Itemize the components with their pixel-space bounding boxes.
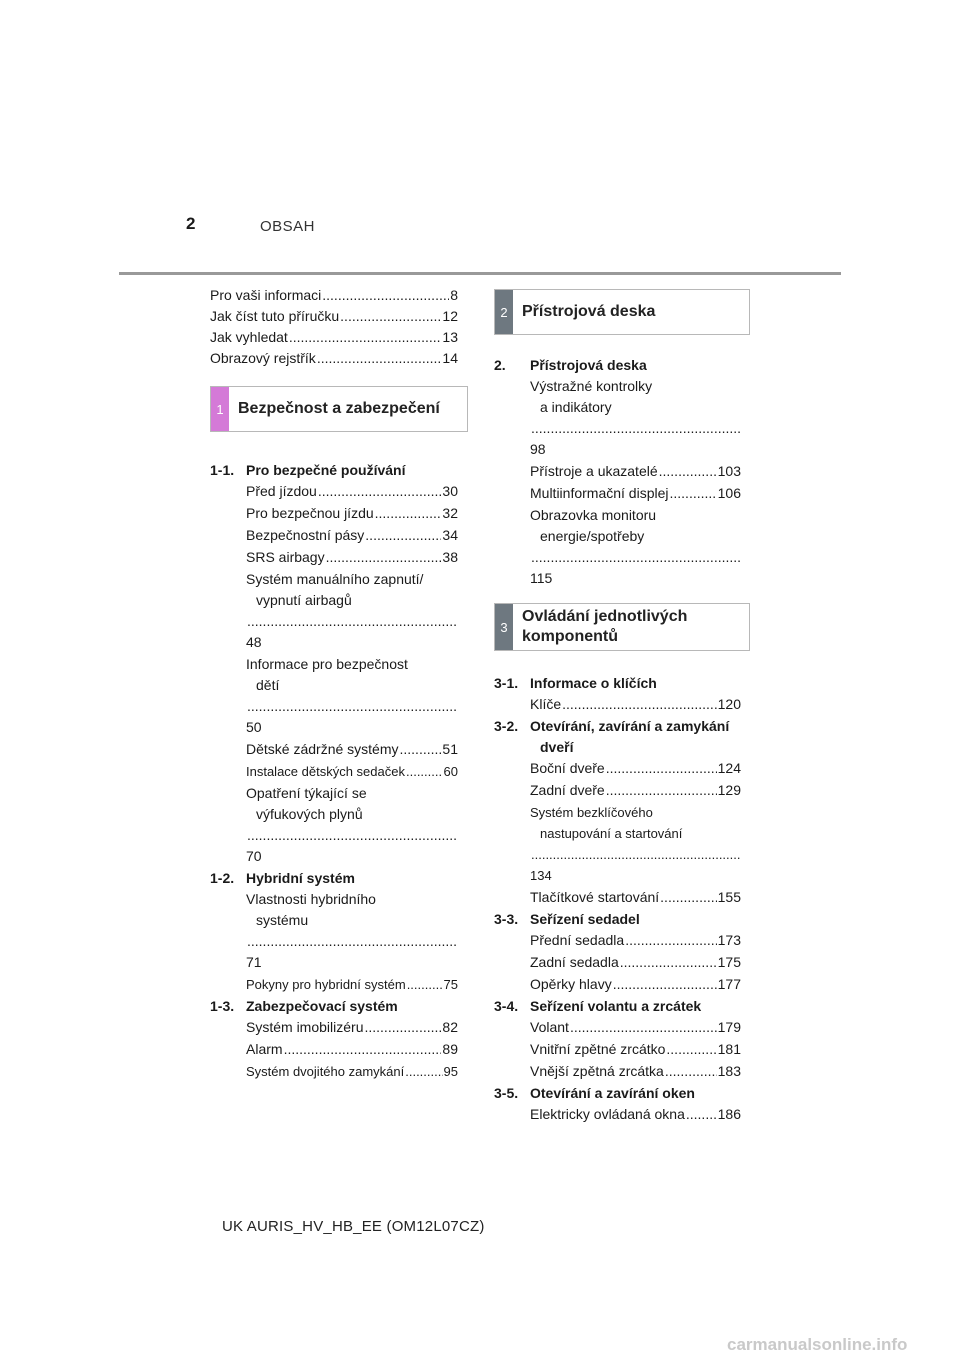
toc-entry[interactable]: Zadní sedadla ..... 175 [530, 952, 741, 973]
toc-entry[interactable]: Informace pro bezpečnost dětí ..... 50 [246, 654, 458, 738]
chapter-items [530, 758, 741, 908]
page-number: 2 [186, 214, 196, 233]
section-title: Přístrojová deska [522, 303, 656, 320]
chapter-heading[interactable]: 1-2. Hybridní systém [210, 870, 355, 886]
toc-entry[interactable]: Přístroje a ukazatelé ..... 103 [530, 461, 741, 482]
toc-entry[interactable]: Vlastnosti hybridního systému ..... 71 [246, 889, 458, 973]
toc-entry[interactable]: SRS airbagy ..... 38 [246, 547, 458, 568]
chapter-items [530, 694, 741, 715]
toc-entry[interactable]: Alarm ..... 89 [246, 1039, 458, 1060]
toc-entry[interactable]: Pro bezpečnou jízdu ..... 32 [246, 503, 458, 524]
watermark: carmanualsonline.info [727, 1335, 908, 1354]
toc-entry[interactable]: Tlačítkové startování ..... 155 [530, 887, 741, 908]
toc-entry[interactable]: Systém manuálního zapnutí/ vypnutí airbagů ..... 48 [246, 569, 458, 653]
section-header-2[interactable] [494, 289, 750, 335]
chapter-items [530, 376, 741, 589]
footer-model-code: UK AURIS_HV_HB_EE (OM12L07CZ) [222, 1218, 485, 1235]
chapter-heading[interactable]: 2. Přístrojová deska [494, 357, 647, 373]
header-divider [119, 272, 841, 275]
toc-entry[interactable]: Dětské zádržné systémy ..... 51 [246, 739, 458, 760]
toc-left-column [210, 285, 458, 1083]
toc-entry[interactable]: Obrazovka monitoru energie/spotřeby ..... 115 [530, 505, 741, 589]
toc-entry[interactable]: Výstražné kontrolky a indikátory ..... 98 [530, 376, 741, 460]
section-title: Ovládání jednotlivých komponentů [522, 608, 688, 645]
toc-entry[interactable]: Jak vyhledat ..... 13 [210, 327, 458, 348]
chapter-items [530, 1104, 741, 1125]
chapter-items [530, 1017, 741, 1082]
toc-entry[interactable]: Zadní dveře ..... 129 [530, 780, 741, 801]
chapter-heading[interactable]: 3-4. Seřízení volantu a zrcátek [494, 998, 702, 1014]
toc-entry[interactable]: Klíče ..... 120 [530, 694, 741, 715]
section-number-tab: 1 [211, 387, 229, 431]
toc-entry[interactable]: Přední sedadla ..... 173 [530, 930, 741, 951]
chapter-heading[interactable]: 3-5. Otevírání a zavírání oken [494, 1085, 695, 1101]
toc-entry[interactable]: Pro vaši informaci ..... 8 [210, 285, 458, 306]
toc-entry[interactable]: Systém bezklíčového nastupování a startování ..... 134 [530, 802, 741, 886]
section-header-1[interactable] [210, 386, 468, 432]
toc-entry[interactable]: Jak číst tuto příručku ..... 12 [210, 306, 458, 327]
chapter-heading[interactable]: 1-3. Zabezpečovací systém [210, 998, 398, 1014]
section-title: Bezpečnost a zabezpečení [238, 400, 440, 417]
chapter-items [530, 930, 741, 995]
toc-entry[interactable]: Opěrky hlavy ..... 177 [530, 974, 741, 995]
header-title: OBSAH [260, 218, 316, 235]
toc-entry[interactable]: Boční dveře ..... 124 [530, 758, 741, 779]
toc-entry[interactable]: Opatření týkající se výfukových plynů ..... 70 [246, 783, 458, 867]
chapter-heading[interactable]: 3-2. Otevírání, zavírání a zamykání dveří [494, 718, 730, 755]
toc-entry[interactable]: Instalace dětských sedaček ..... 60 [246, 761, 458, 782]
toc-entry[interactable]: Vnitřní zpětné zrcátko ..... 181 [530, 1039, 741, 1060]
chapter-items [246, 481, 458, 867]
toc-entry[interactable]: Systém imobilizéru ..... 82 [246, 1017, 458, 1038]
toc-entry[interactable]: Vnější zpětná zrcátka ..... 183 [530, 1061, 741, 1082]
section-number-tab: 2 [495, 290, 513, 334]
chapter-items [246, 889, 458, 995]
intro-list [210, 285, 458, 369]
toc-entry[interactable]: Volant ..... 179 [530, 1017, 741, 1038]
toc-entry[interactable]: Multiinformační displej ..... 106 [530, 483, 741, 504]
toc-entry[interactable]: Pokyny pro hybridní systém ..... 75 [246, 974, 458, 995]
toc-entry[interactable]: Před jízdou ..... 30 [246, 481, 458, 502]
toc-entry[interactable]: Bezpečnostní pásy ..... 34 [246, 525, 458, 546]
chapter-heading[interactable]: 3-1. Informace o klíčích [494, 675, 657, 691]
section-header-3[interactable] [494, 603, 750, 651]
chapter-heading[interactable]: 3-3. Seřízení sedadel [494, 911, 640, 927]
chapter-heading[interactable]: 1-1. Pro bezpečné používání [210, 462, 406, 478]
chapter-items [246, 1017, 458, 1082]
toc-entry[interactable]: Elektricky ovládaná okna ..... 186 [530, 1104, 741, 1125]
toc-entry[interactable]: Systém dvojitého zamykání ..... 95 [246, 1061, 458, 1082]
page-header [0, 214, 960, 254]
section-number-tab: 3 [495, 604, 513, 650]
toc-right-column [494, 289, 741, 1126]
toc-entry[interactable]: Obrazový rejstřík ..... 14 [210, 348, 458, 369]
